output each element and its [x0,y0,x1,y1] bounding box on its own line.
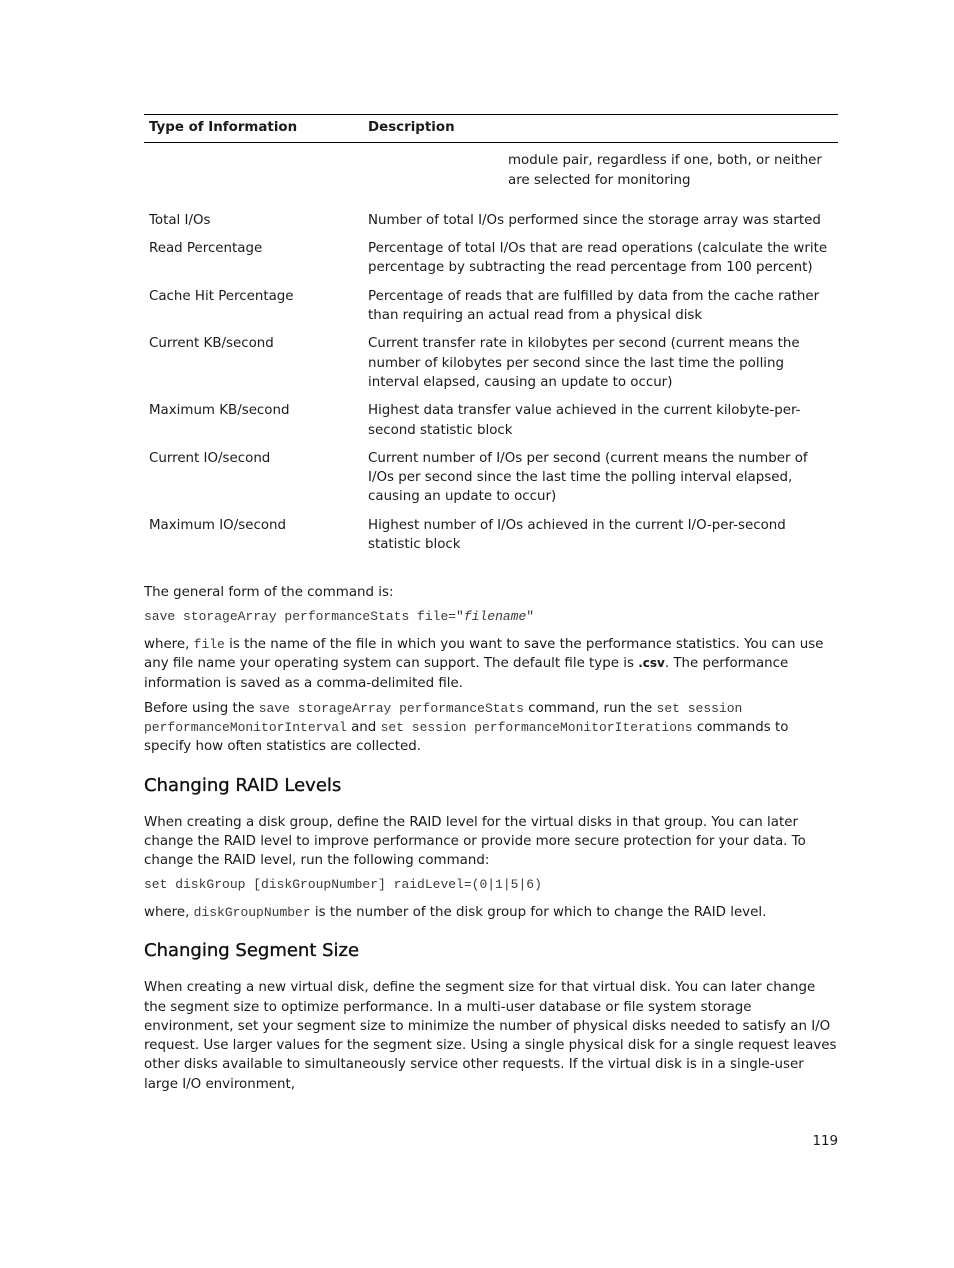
inline-code: diskGroupNumber [193,904,311,920]
table-cell-description: Highest data transfer value achieved in the current kilobyte-per-second statistic block [368,403,801,438]
table-row [144,512,838,560]
table-cell-description: Current transfer rate in kilobytes per second (current means the number of kilobytes per second since the last time the polling interval elapsed, causing an update to occur) [368,336,800,390]
section-heading-segment: Changing Segment Size [144,940,360,962]
table-cell-type: Read Percentage [149,241,263,257]
table-cell-type: Current IO/second [149,450,271,466]
table-cell-type: Current KB/second [149,336,274,352]
text-run: command, run the [523,700,657,716]
page-number: 119 [812,1134,838,1149]
command-syntax-save [144,607,838,626]
inline-code: save storageArray performanceStats [258,700,524,716]
text-run: where, [144,636,194,652]
table-cell-description: Current number of I/Os per second (current means the number of I/Os per second since the last time the polling interval elapsed, causing an update to occur) [368,450,808,505]
table-cell-description: Percentage of total I/Os that are read operations (calculate the write percentage by subtracting the read percentage from 100 percent) [368,241,828,276]
table-header-row [144,115,838,143]
text-run: where, [144,904,194,920]
table-cell-description: Percentage of reads that are fulfilled by data from the cache rather than requiring an actual read from a physical disk [368,288,820,324]
command-syntax-raid: set diskGroup [diskGroupNumber] raidLevel=(0|1|5|6) [144,876,542,892]
info-table [144,114,838,559]
table-cell-description: Highest number of I/Os achieved in the current I/O-per-second statistic block [368,517,786,553]
table-row [144,397,838,445]
code-prefix: save storageArray performanceStats file=" [144,608,464,624]
before-using-paragraph [144,699,838,757]
table-cell-type [144,143,363,207]
table-cell-type: Maximum KB/second [149,403,290,419]
raid-where-paragraph [144,903,838,922]
table-cell-description [363,143,838,207]
text-run: commands to specify how often statistics are collected. [144,720,789,755]
table-row [144,283,838,331]
inline-code: set session performanceMonitorInterval [144,700,743,736]
table-cell-description: Number of total I/Os performed since the storage array was started [368,212,821,228]
table-cell-type: Cache Hit Percentage [149,288,294,304]
carryover-text: module pair, regardless if one, both, or neither are selected for monitoring [508,153,822,188]
code-variable: filename [463,608,527,624]
text-run: is the name of the file in which you want to save the performance statistics. You can use any file name your operating system can support. The default file type is [144,636,824,672]
table-row [144,143,838,207]
text-run: is the number of the disk group for which to change the RAID level. [310,904,767,920]
inline-code: set session performanceMonitorIterations [380,720,693,736]
general-form-intro: The general form of the command is: [144,585,394,601]
table-row [144,445,838,512]
code-suffix: " [526,608,535,624]
segment-body: When creating a new virtual disk, define the segment size for that virtual disk. You can later change the segment size to optimize performance. In a multi-user database or file system storage environment, set your segment size to minimize the number of physical disks needed to satisfy an I/O request. Use larger values for the segment size. Using a single physical disk for a single request leaves other disks available to simultaneously service other requests. If the virtual disk is in a single-user large I/O environment, [144,980,837,1092]
text-run: . The performance information is saved as a comma-delimited file. [144,656,789,691]
header-type: Type of Information [144,115,363,143]
page-content [144,114,838,1094]
table-row [144,207,838,235]
header-description: Description [363,115,838,143]
file-extension: .csv [638,656,665,671]
table-row [144,330,838,397]
where-file-paragraph [144,635,838,693]
section-heading-raid: Changing RAID Levels [144,774,342,796]
text-run: and [346,720,381,736]
table-row [144,235,838,283]
table-cell-type: Total I/Os [149,212,211,228]
inline-code: file [193,636,225,652]
raid-body: When creating a disk group, define the RAID level for the virtual disks in that group. You can later change the RAID level to improve performance or provide more secure protection for your data. To change the RAID level, run the following command: [144,814,806,869]
table-cell-type: Maximum IO/second [149,517,286,533]
text-run: Before using the [144,700,259,716]
